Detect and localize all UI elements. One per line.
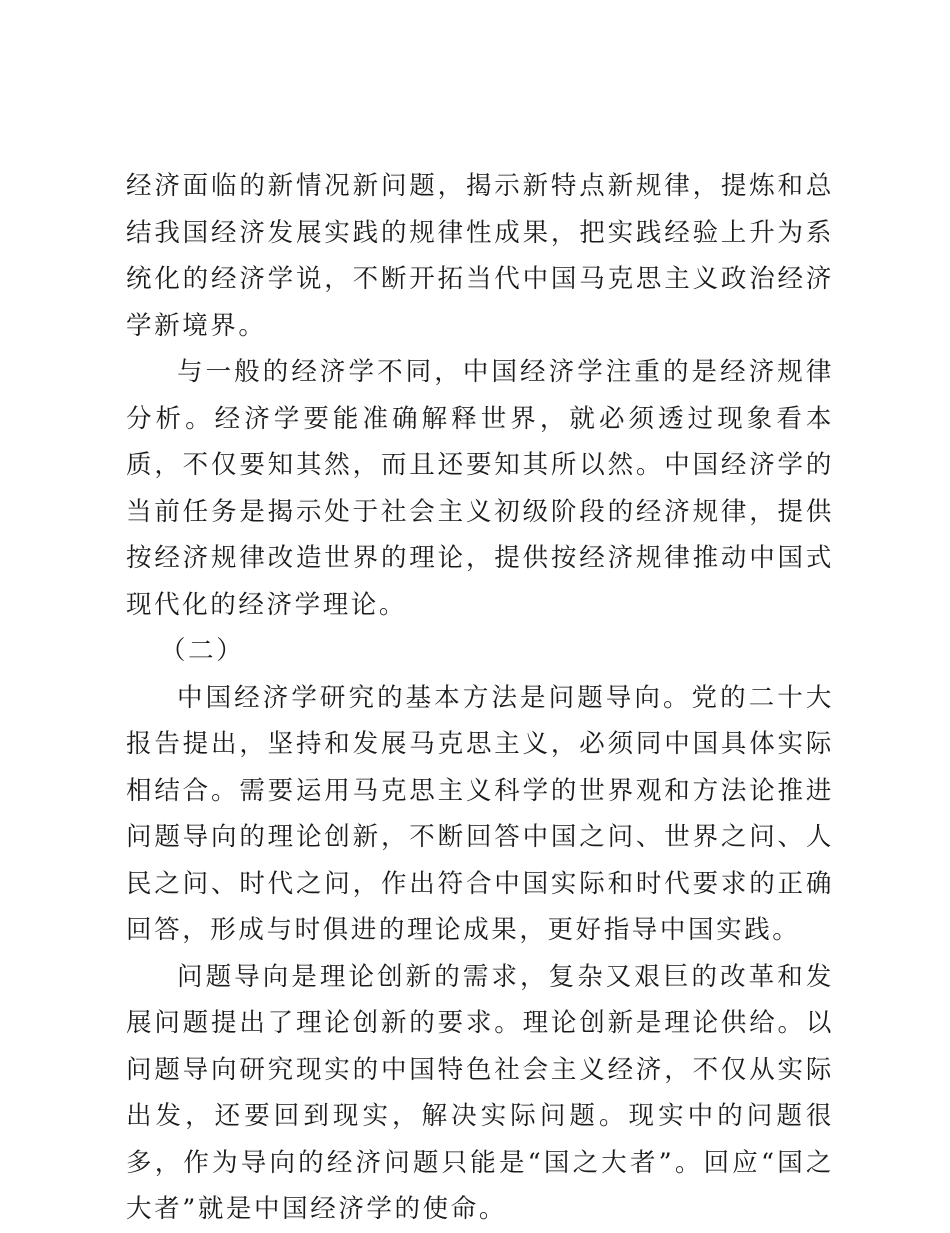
paragraph-continuation: 经济面临的新情况新问题，揭示新特点新规律，提炼和总结我国经济发展实践的规律性成果，把实践经验上升为系统化的经济学说，不断开拓当代中国马克思主义政治经济学新境界。 xyxy=(126,171,834,341)
paragraph-problem-oriented-method: 中国经济学研究的基本方法是问题导向。党的二十大报告提出，坚持和发展马克思主义，必须同中国具体实际相结合。需要运用马克思主义科学的世界观和方法论推进问题导向的理论创新，不断回答中国之问、世界之问、人民之问、时代之问，作出符合中国实际和时代要求的正确回答，形成与时俱进的理论成果，更好指导中国实践。 xyxy=(126,682,834,945)
paragraph-economic-law: 与一般的经济学不同，中国经济学注重的是经济规律分析。经济学要能准确解释世界，就必须透过现象看本质，不仅要知其然，而且还要知其所以然。中国经济学的当前任务是揭示处于社会主义初级阶段的经济规律，提供按经济规律改造世界的理论，提供按经济规律推动中国式现代化的经济学理论。 xyxy=(126,357,834,620)
document-page xyxy=(126,163,834,1233)
section-heading: （二） xyxy=(160,636,245,666)
paragraph-theory-innovation: 问题导向是理论创新的需求，复杂又艰巨的改革和发展问题提出了理论创新的要求。理论创新是理论供给。以问题导向研究现实的中国特色社会主义经济，不仅从实际出发，还要回到现实，解决实际问题。现实中的问题很多，作为导向的经济问题只能是“国之大者”。回应“国之大者”就是中国经济学的使命。 xyxy=(126,961,834,1224)
